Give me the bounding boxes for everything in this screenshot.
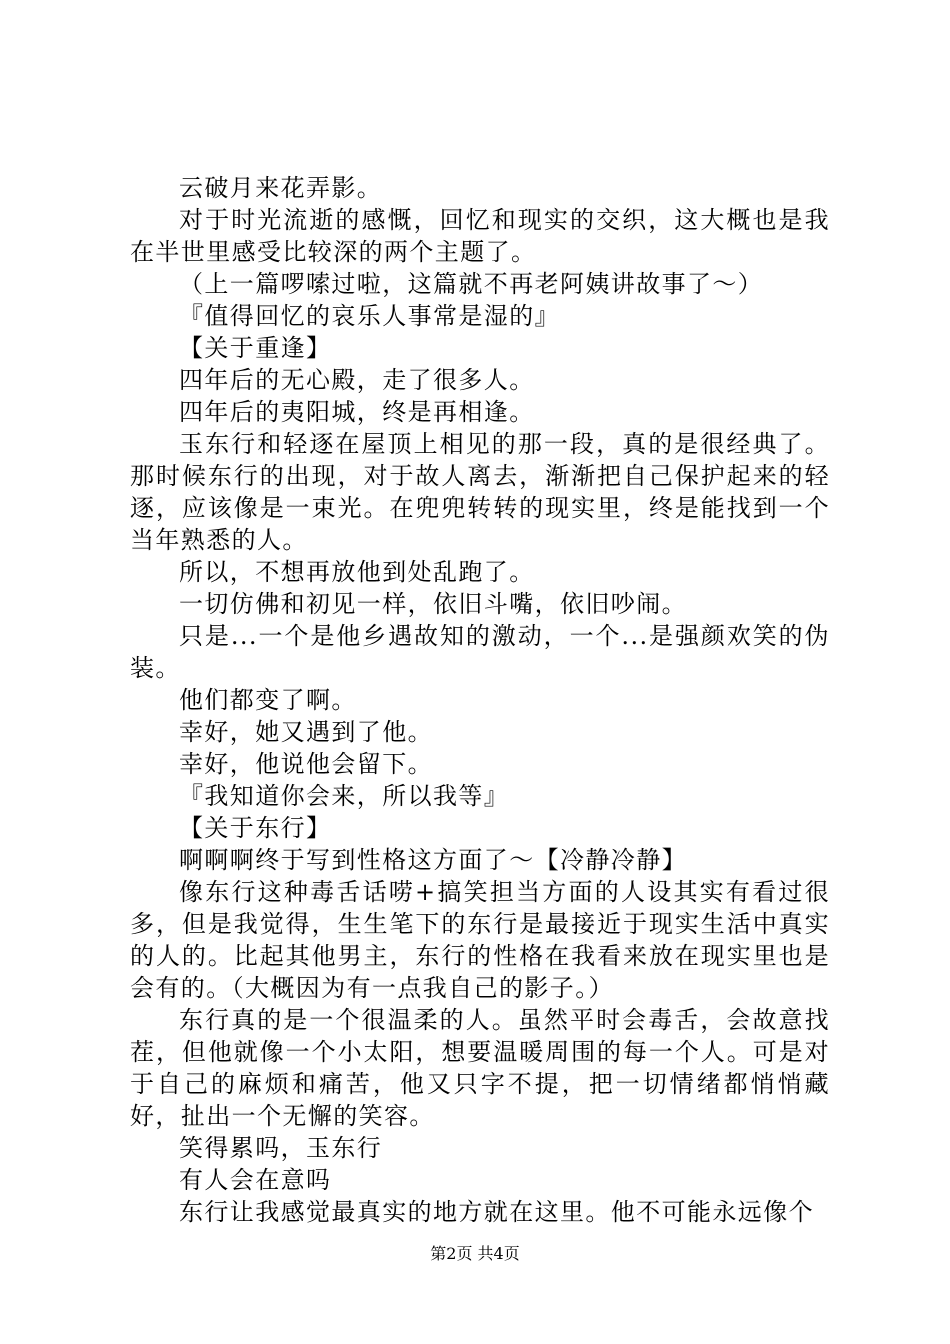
paragraph: 一切仿佛和初见一样，依旧斗嘴，依旧吵闹。	[179, 590, 687, 618]
document-body	[130, 172, 830, 1228]
section-heading: 【关于东行】	[179, 814, 332, 842]
paragraph: 东行真的是一个很温柔的人。虽然平时会毒舌，会故意找茬，但他就像一个小太阳，想要温暖周围的每一个人。可是对于自己的麻烦和痛苦，他又只字不提，把一切情绪都悄悄藏好，扯出一个无懈的笑容。	[130, 1006, 830, 1130]
paragraph: 有人会在意吗	[179, 1166, 332, 1194]
paragraph: 云破月来花弄影。	[179, 174, 383, 202]
paragraph: 笑得累吗，玉东行	[179, 1134, 383, 1162]
paragraph: 『我知道你会来，所以我等』	[179, 782, 510, 810]
paragraph: （上一篇啰嗦过啦，这篇就不再老阿姨讲故事了～）	[179, 270, 764, 298]
paragraph: 东行让我感觉最真实的地方就在这里。他不可能永远像个	[179, 1198, 814, 1226]
paragraph: 只是...一个是他乡遇故知的激动，一个...是强颜欢笑的伪装。	[130, 622, 830, 682]
paragraph: 四年后的夷阳城，终是再相逢。	[179, 398, 535, 426]
section-heading: 【关于重逢】	[179, 334, 332, 362]
paragraph: 像东行这种毒舌话唠+搞笑担当方面的人设其实有看过很多，但是我觉得，生生笔下的东行是最接近于现实生活中真实的人的。比起其他男主，东行的性格在我看来放在现实里也是会有的。（大概因为有一点我自己的影子。）	[130, 878, 830, 1002]
paragraph: 『值得回忆的哀乐人事常是湿的』	[179, 302, 560, 330]
paragraph: 玉东行和轻逐在屋顶上相见的那一段，真的是很经典了。那时候东行的出现，对于故人离去，渐渐把自己保护起来的轻逐，应该像是一束光。在兜兜转转的现实里，终是能找到一个当年熟悉的人。	[130, 430, 830, 554]
paragraph: 幸好，他说他会留下。	[179, 750, 433, 778]
page-number-footer: 第2页 共4页	[430, 1244, 520, 1263]
paragraph: 四年后的无心殿，走了很多人。	[179, 366, 535, 394]
paragraph: 他们都变了啊。	[179, 686, 357, 714]
paragraph: 所以，不想再放他到处乱跑了。	[179, 558, 535, 586]
paragraph: 对于时光流逝的感慨，回忆和现实的交织，这大概也是我在半世里感受比较深的两个主题了。	[130, 206, 830, 266]
paragraph: 幸好，她又遇到了他。	[179, 718, 433, 746]
paragraph: 啊啊啊终于写到性格这方面了～【冷静冷静】	[179, 846, 687, 874]
